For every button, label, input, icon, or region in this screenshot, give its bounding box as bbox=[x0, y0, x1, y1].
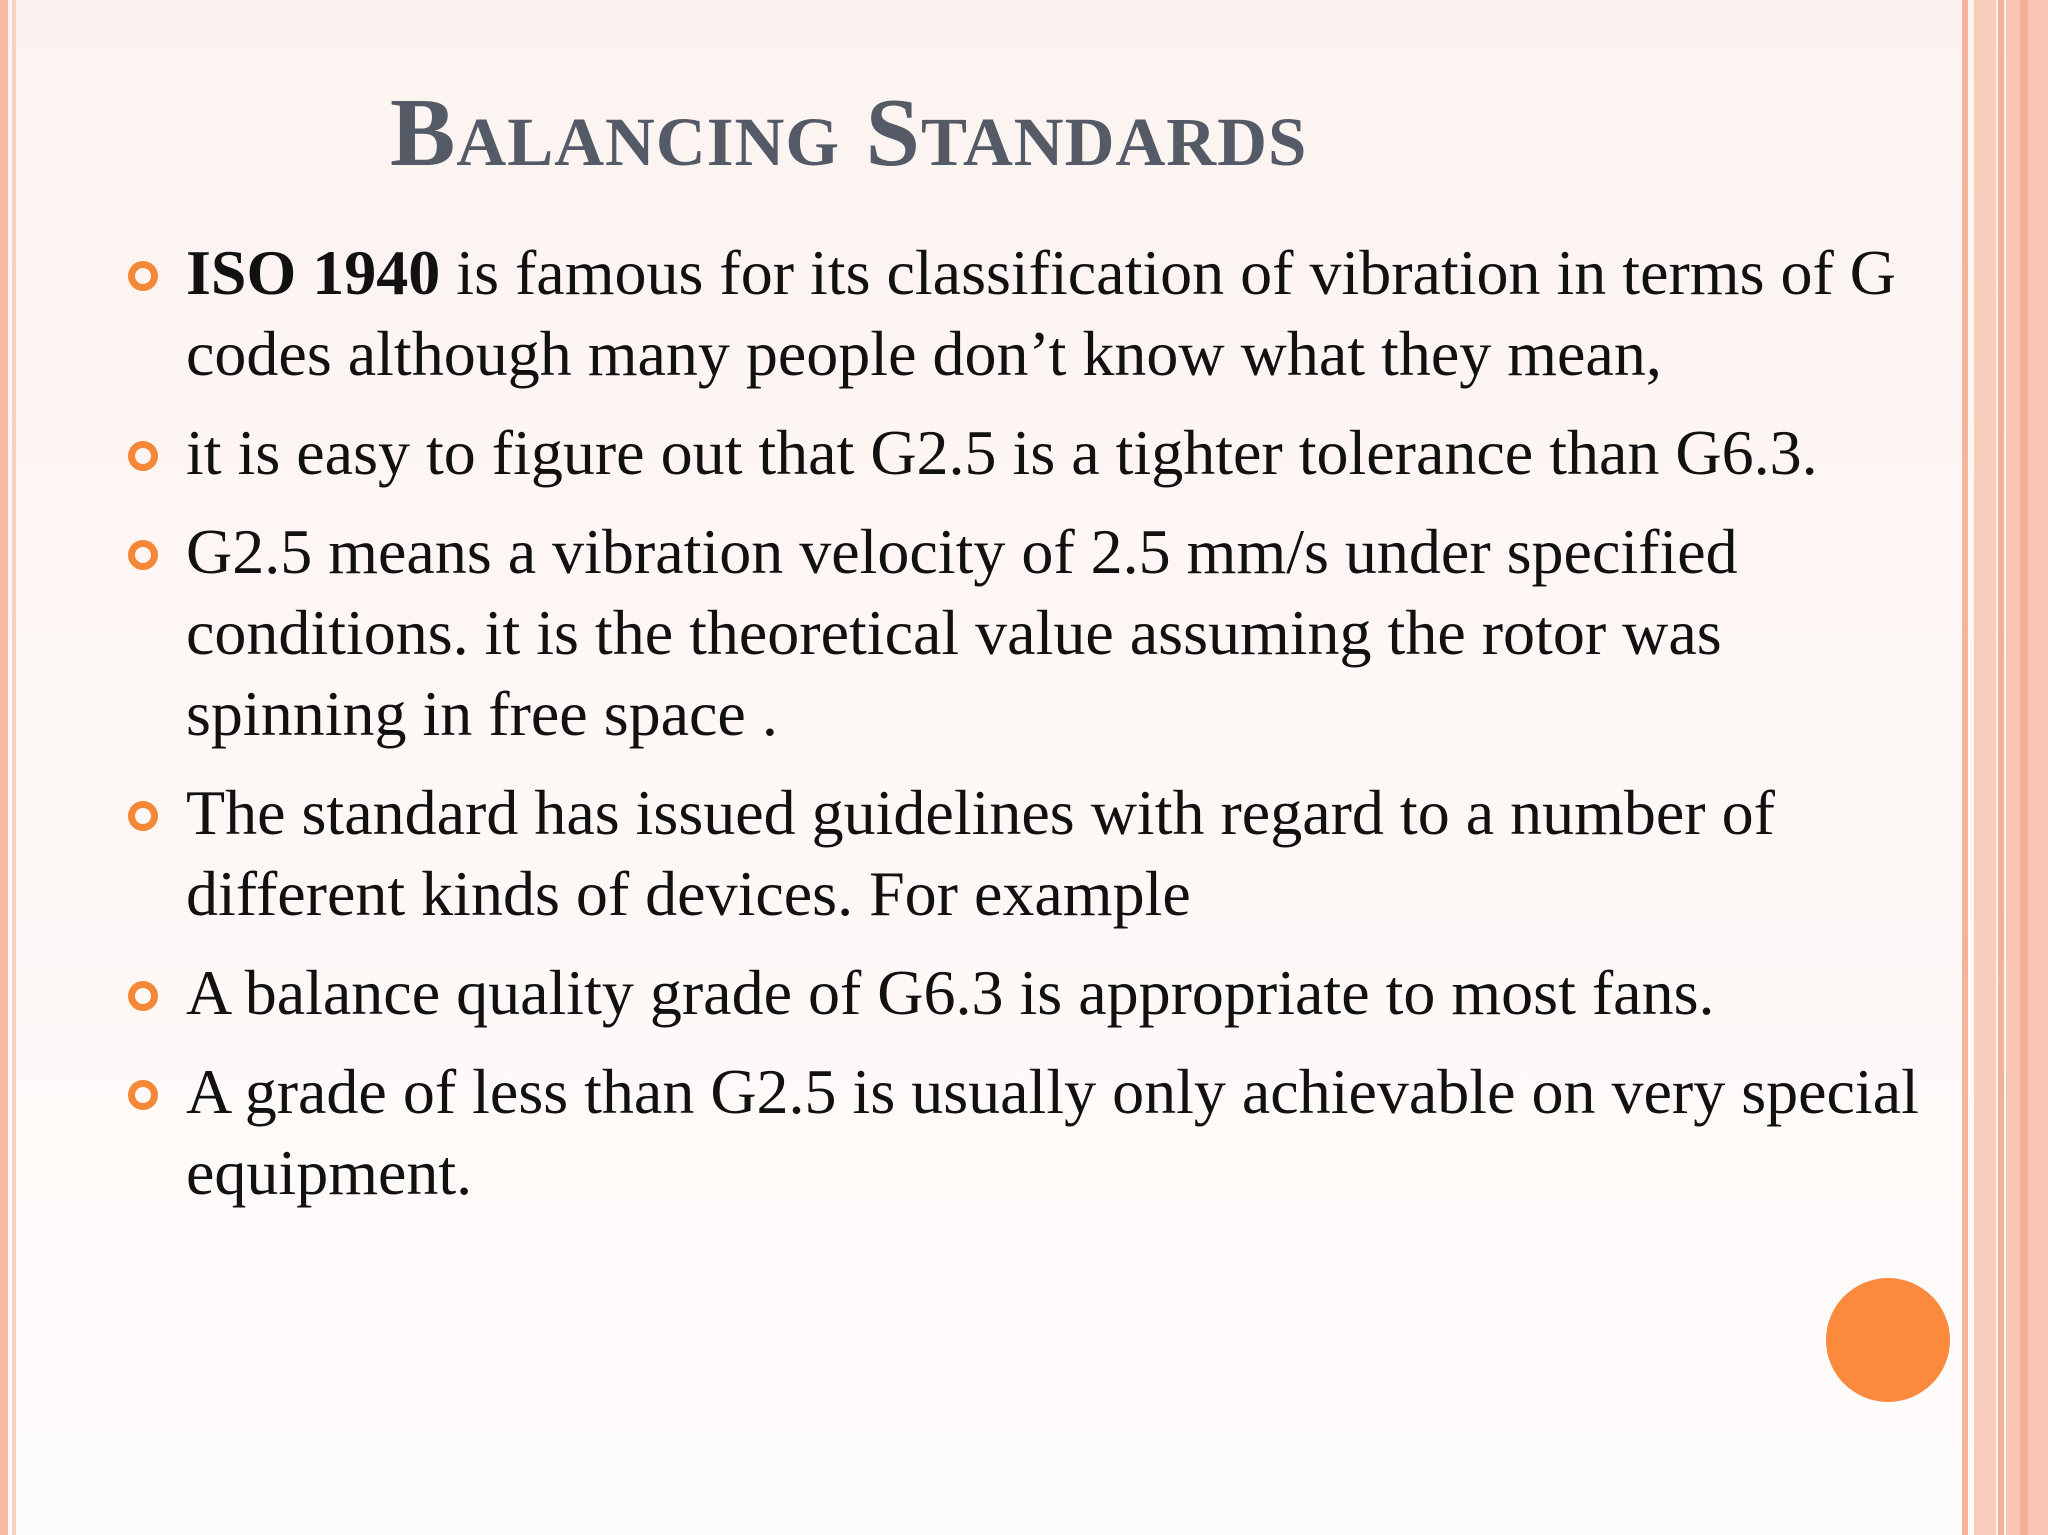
right-border-stripe bbox=[1962, 0, 1968, 1535]
left-border-stripe bbox=[0, 0, 8, 1535]
hollow-circle-icon bbox=[128, 1080, 158, 1110]
bullet-body: is famous for its classification of vibration in terms of G codes although many people don’t know what they mean, bbox=[186, 237, 1896, 389]
bullet-item bbox=[120, 412, 1920, 493]
bullet-body: G2.5 means a vibration velocity of 2.5 mm/s under specified conditions. it is the theoretical value assuming the rotor was spinning in free space . bbox=[186, 516, 1738, 749]
bullet-list bbox=[120, 232, 1920, 1231]
bullet-text bbox=[186, 957, 1714, 1028]
right-border-stripe bbox=[1974, 0, 1996, 1535]
orange-circle-decoration bbox=[1826, 1278, 1950, 1402]
bullet-body: A balance quality grade of G6.3 is appropriate to most fans. bbox=[186, 957, 1715, 1028]
slide-title: Balancing Standards bbox=[390, 79, 1308, 187]
bullet-text bbox=[186, 516, 1738, 749]
bullet-body: it is easy to figure out that G2.5 is a tighter tolerance than G6.3. bbox=[186, 417, 1818, 488]
hollow-circle-icon bbox=[128, 540, 158, 570]
bullet-body: The standard has issued guidelines with regard to a number of different kinds of devices. For example bbox=[186, 777, 1775, 929]
hollow-circle-icon bbox=[128, 981, 158, 1011]
bullet-item bbox=[120, 1051, 1920, 1213]
bullet-item bbox=[120, 511, 1920, 754]
bullet-bold-lead: ISO 1940 bbox=[186, 237, 441, 308]
right-border-stripe bbox=[1998, 0, 2004, 1535]
hollow-circle-icon bbox=[128, 441, 158, 471]
hollow-circle-icon bbox=[128, 261, 158, 291]
bullet-text bbox=[186, 417, 1818, 488]
left-border-stripe-inner bbox=[12, 0, 16, 1535]
bullet-body: A grade of less than G2.5 is usually only achievable on very special equipment. bbox=[186, 1056, 1919, 1208]
bullet-item bbox=[120, 772, 1920, 934]
bullet-text bbox=[186, 237, 1896, 389]
bullet-text bbox=[186, 777, 1775, 929]
right-border-stripe bbox=[2020, 0, 2028, 1535]
bullet-item bbox=[120, 232, 1920, 394]
bullet-text bbox=[186, 1056, 1919, 1208]
bullet-item bbox=[120, 952, 1920, 1033]
hollow-circle-icon bbox=[128, 801, 158, 831]
